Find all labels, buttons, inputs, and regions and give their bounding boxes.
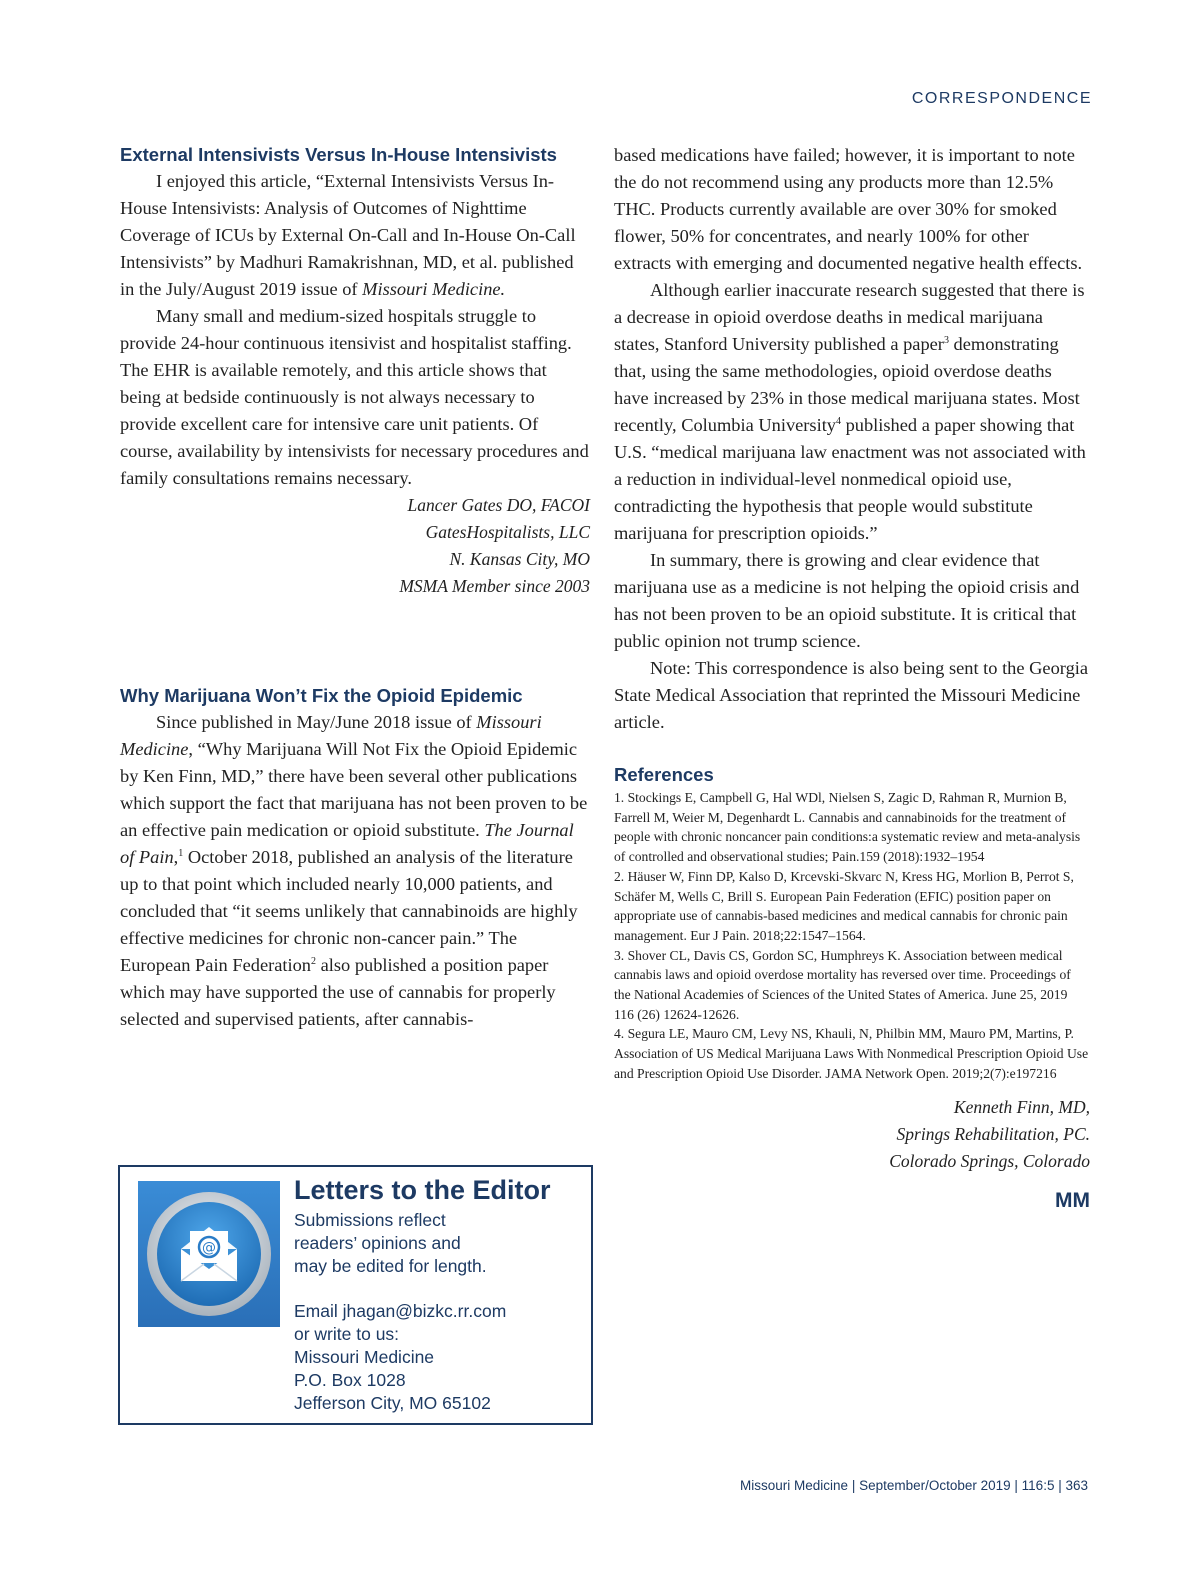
page-footer: Missouri Medicine | September/October 2019 | 116:5 | 363 [740,1478,1088,1493]
letter2-signature-line: Springs Rehabilitation, PC. [896,1123,1090,1144]
letter1-signature-line: MSMA Member since 2003 [399,576,590,596]
letters-contact [294,1300,584,1415]
letter2-paragraph-3: In summary, there is growing and clear evidence that marijuana use as a medicine is not helping the opioid crisis and has not been proven to be an opioid substitute. It is critical that public opinion not trump science. [614,550,1080,651]
letter1-signature-line: Lancer Gates DO, FACOI [407,495,590,515]
letter2-paragraph-1: Since published in May/June 2018 issue of Missouri Medicine, “Why Marijuana Will Not Fix the Opioid Epidemic by Ken Finn, MD,” there have been several other publications which support the fact that marijuana has not been proven to be an effective pain medication or opioid substitute. The Journal of Pain,$^1$ October 2018, published an analysis of the literature up to that point which included nearly 10,000 patients, and concluded that “it seems unlikely that cannabinoids are highly effective medicines for chronic non-cancer pain.” The European Pain Federation$^2$ also published a position paper which may have supported the use of cannabis for properly selected and supervised patients, after cannabis- [120,712,588,1029]
letter2-paragraph-continued: based medications have failed; however, it is important to note the do not recommend using any products more than 12.5% THC. Products currently available are over 30% for smoked flower, 50% for concentrates, and nearly 100% for other extracts with emerging and documented negative health effects. [614,145,1083,273]
contact-line: P.O. Box 1028 [294,1370,406,1390]
letters-subtitle-line: readers’ opinions and [294,1233,461,1253]
letter1-signature-line: GatesHospitalists, LLC [425,522,590,542]
letter1-title: External Intensivists Versus In-House Intensivists [120,144,557,165]
letters-title: Letters to the Editor [294,1175,551,1205]
letters-subtitle-line: Submissions reflect [294,1210,446,1230]
letter1-signature [120,492,590,600]
contact-line: Missouri Medicine [294,1347,435,1367]
envelope-at-icon [138,1181,280,1327]
letters-to-editor-box [118,1165,593,1425]
end-mark: MM [1055,1188,1090,1212]
contact-line: or write to us: [294,1324,400,1344]
letter2-signature [614,1094,1090,1175]
reference-item: 4. Segura LE, Mauro CM, Levy NS, Khauli, N, Philbin MM, Mauro PM, Martins, P. Association of US Medical Marijuana Laws With Nonmedical Prescription Opioid Use and Prescription Opioid Use Disorder. JAMA Network Open. 2019;2(7):e197216 [614,1026,1089,1081]
letter2-title: Why Marijuana Won’t Fix the Opioid Epidemic [120,685,523,706]
letter1-paragraph-2: Many small and medium-sized hospitals struggle to provide 24-hour continuous itensivist and hospitalist staffing. The EHR is available remotely, and this article shows that being at bedside continuously is not always necessary to provide excellent care for intensive care unit patients. Of course, availability by intensivists for necessary procedures and family consultations remains necessary. [120,306,589,488]
reference-item: 3. Shover CL, Davis CS, Gordon SC, Humphreys K. Association between medical cannabis laws and opioid overdose mortality has reversed over time. Proceedings of the National Academies of Sciences of the United States of America. June 25, 2019 116 (26) 12624-12626. [614,947,1071,1022]
reference-item: 1. Stockings E, Campbell G, Hal WDl, Nielsen S, Zagic D, Rahman R, Murnion B, Farrell M, Weier M, Degenhardt L. Cannabis and cannabinoids for the treatment of people with chronic noncancer pain conditions:a systematic review and meta-analysis of controlled and observational studies; Pain.159 (2018):1932–1954 [614,790,1081,865]
svg-text:@: @ [202,1240,216,1256]
references-title: References [614,764,714,785]
section-label: CORRESPONDENCE [911,90,1092,107]
letter1-paragraph-1: I enjoyed this article, “External Intensivists Versus In-House Intensivists: Analysis of Outcomes of Nighttime Coverage of ICUs by External On-Call and In-House On-Call Intensivists” by Madhuri Ramakrishnan, MD, et al. published in the July/August 2019 issue of Missouri Medicine. [120,171,576,299]
reference-item: 2. Häuser W, Finn DP, Kalso D, Krcevski-Skvarc N, Kress HG, Morlion B, Perrot S, Schäfer M, Wells C, Brill S. European Pain Federation (EFIC) position paper on appropriate use of cannabis-based medicines and medical cannabis for chronic pain management. Eur J Pain. 2018;22:1547–1564. [614,868,1074,943]
letter2-paragraph-4: Note: This correspondence is also being sent to the Georgia State Medical Association that reprinted the Missouri Medicine article. [614,658,1089,732]
contact-email: Email jhagan@bizkc.rr.com [294,1301,507,1321]
letters-subtitle [294,1209,584,1278]
right-column [614,142,1090,1214]
letters-subtitle-line: may be edited for length. [294,1256,487,1276]
letter2-signature-line: Colorado Springs, Colorado [889,1150,1090,1171]
contact-line: Jefferson City, MO 65102 [294,1393,491,1413]
left-column [120,142,590,1033]
letter2-signature-line: Kenneth Finn, MD, [953,1096,1090,1117]
letter2-paragraph-2: Although earlier inaccurate research suggested that there is a decrease in opioid overdose deaths in medical marijuana states, Stanford University published a paper$^3$ demonstrating that, using the same methodologies, opioid overdose deaths have increased by 23% in those medical marijuana states. Most recently, Columbia University$^4$ published a paper showing that U.S. “medical marijuana law enactment was not associated with a reduction in individual-level nonmedical opioid use, contradicting the hypothesis that people would substitute marijuana for prescription opioids.” [614,280,1086,543]
letter1-signature-line: N. Kansas City, MO [449,549,590,569]
